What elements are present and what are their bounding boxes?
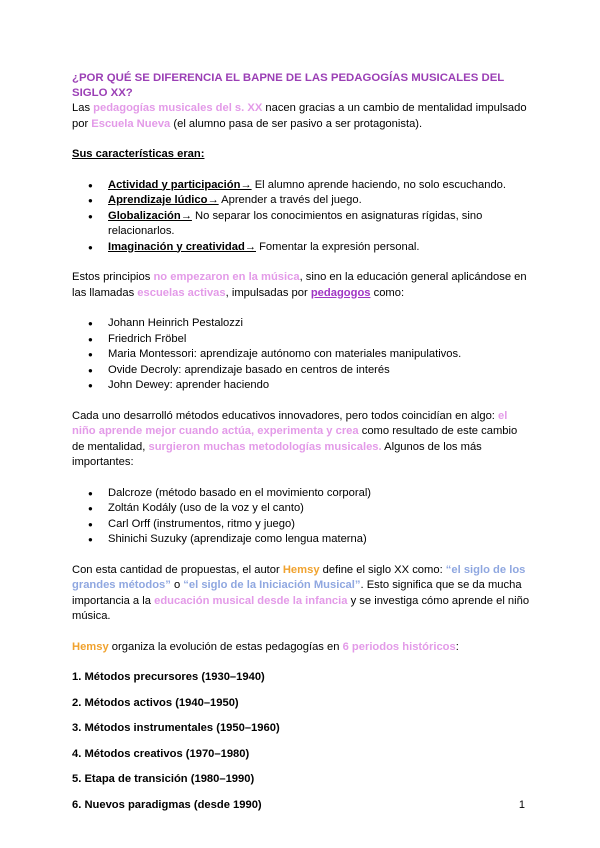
characteristic-term: Aprendizaje lúdico→ bbox=[108, 194, 219, 206]
list-item: ● Maria Montessori: aprendizaje autónomo con materiales manipulativos. bbox=[72, 347, 532, 363]
list-item: ● Zoltán Kodály (uso de la voz y el canto) bbox=[72, 501, 532, 517]
principles-text: , impulsadas por bbox=[225, 286, 311, 299]
characteristic-desc: Fomentar la expresión personal. bbox=[255, 240, 420, 253]
highlight-educacion-musical: educación musical desde la infancia bbox=[154, 594, 348, 607]
page-number: 1 bbox=[518, 799, 525, 811]
highlight-iniciacion-musical: “el siglo de la Iniciación Musical” bbox=[183, 579, 361, 591]
principles-text: Estos principios bbox=[72, 271, 154, 283]
period-heading: 1. Métodos precursores (1930–1940) bbox=[72, 671, 265, 683]
intro-text: Las bbox=[72, 102, 94, 114]
hemsy-text: define el siglo XX como: bbox=[319, 563, 446, 576]
characteristic-desc: No separar los conocimientos en asignaturas rígidas, sino relacionarlos. bbox=[108, 209, 483, 237]
characteristic-term: Actividad y participación→ bbox=[108, 178, 252, 191]
highlight-metodologias: surgieron muchas metodologías musicales. bbox=[148, 440, 382, 453]
methods-paragraph bbox=[72, 409, 532, 471]
list-item bbox=[72, 209, 532, 240]
period-heading: 6. Nuevos paradigmas (desde 1990) bbox=[72, 798, 262, 811]
highlight-pedagogos: pedagogos bbox=[310, 286, 371, 299]
characteristic-term: Imaginación y creatividad→ bbox=[108, 240, 256, 253]
list-item: ● Carl Orff (instrumentos, ritmo y juego) bbox=[72, 517, 532, 533]
period-heading: 2. Métodos activos (1940–1950) bbox=[72, 696, 239, 709]
list-item: ● Ovide Decroly: aprendizaje basado en centros de interés bbox=[72, 363, 532, 379]
list-item bbox=[72, 178, 532, 194]
document-page bbox=[72, 71, 532, 813]
period-heading: 4. Métodos creativos (1970–1980) bbox=[72, 747, 250, 760]
pedagogues-list bbox=[72, 316, 532, 394]
list-item: ● Johann Heinrich Pestalozzi bbox=[72, 316, 532, 332]
principles-paragraph bbox=[72, 270, 532, 301]
hemsy-text: o bbox=[170, 579, 184, 591]
list-item: ● Shinichi Suzuky (aprendizaje como lengua materna) bbox=[72, 532, 532, 548]
methods-text: Algunos de los más importantes: bbox=[72, 440, 482, 468]
list-item: ● Friedrich Fröbel bbox=[72, 332, 532, 348]
period-heading: 3. Métodos instrumentales (1950–1960) bbox=[72, 722, 280, 734]
document-title: ¿POR QUÉ SE DIFERENCIA EL BAPNE DE LAS PEDAGOGÍAS MUSICALES DEL SIGLO XX? bbox=[72, 72, 505, 99]
highlight-hemsy: Hemsy bbox=[72, 640, 109, 653]
characteristics-heading: Sus características eran: bbox=[72, 148, 205, 160]
principles-text: , sino en la educación general aplicándose en las llamadas bbox=[72, 271, 527, 299]
highlight-escuela-nueva: Escuela Nueva bbox=[91, 117, 171, 130]
highlight-grandes-metodos: “el siglo de los grandes métodos” bbox=[72, 563, 526, 591]
list-item: ● John Dewey: aprender haciendo bbox=[72, 378, 532, 394]
organize-text: organiza la evolución de estas pedagogías en bbox=[108, 640, 343, 653]
hemsy-text: y se investiga cómo aprende el niño música. bbox=[72, 594, 530, 622]
hemsy-paragraph bbox=[72, 563, 532, 625]
characteristic-desc: El alumno aprende haciendo, no solo escuchando. bbox=[251, 178, 506, 191]
intro-paragraph bbox=[72, 101, 532, 132]
highlight-periodos: 6 periodos históricos bbox=[342, 640, 456, 653]
highlight-hemsy: Hemsy bbox=[282, 563, 320, 576]
period-heading: 5. Etapa de transición (1980–1990) bbox=[72, 773, 255, 785]
highlight-pedagogias: pedagogías musicales del s. XX bbox=[93, 102, 263, 114]
intro-text: nacen gracias a un cambio de mentalidad impulsado por bbox=[72, 102, 527, 130]
characteristic-desc: Aprender a través del juego. bbox=[218, 194, 362, 206]
organize-text: : bbox=[455, 640, 459, 653]
intro-text: (el alumno pasa de ser pasivo a ser protagonista). bbox=[170, 117, 423, 130]
characteristics-list bbox=[72, 178, 532, 256]
hemsy-text: Con esta cantidad de propuestas, el autor bbox=[72, 563, 283, 576]
highlight-escuelas-activas: escuelas activas bbox=[137, 286, 226, 299]
list-item bbox=[72, 193, 532, 209]
methods-text: Cada uno desarrolló métodos educativos innovadores, pero todos coincidían en algo: bbox=[72, 409, 499, 422]
organize-paragraph bbox=[72, 640, 532, 656]
list-item bbox=[72, 240, 532, 256]
hemsy-text: . Esto significa que se da mucha importancia a la bbox=[72, 579, 522, 607]
methods-text: como resultado de este cambio de mentalidad, bbox=[72, 425, 518, 453]
list-item: ● Dalcroze (método basado en el movimiento corporal) bbox=[72, 486, 532, 502]
highlight-nino-aprende: el niño aprende mejor cuando actúa, experimenta y crea bbox=[72, 409, 508, 437]
methodologies-list bbox=[72, 486, 532, 548]
highlight-no-empezaron: no empezaron en la música bbox=[153, 271, 300, 283]
characteristic-term: Globalización→ bbox=[108, 209, 192, 222]
principles-text: como: bbox=[370, 286, 405, 299]
